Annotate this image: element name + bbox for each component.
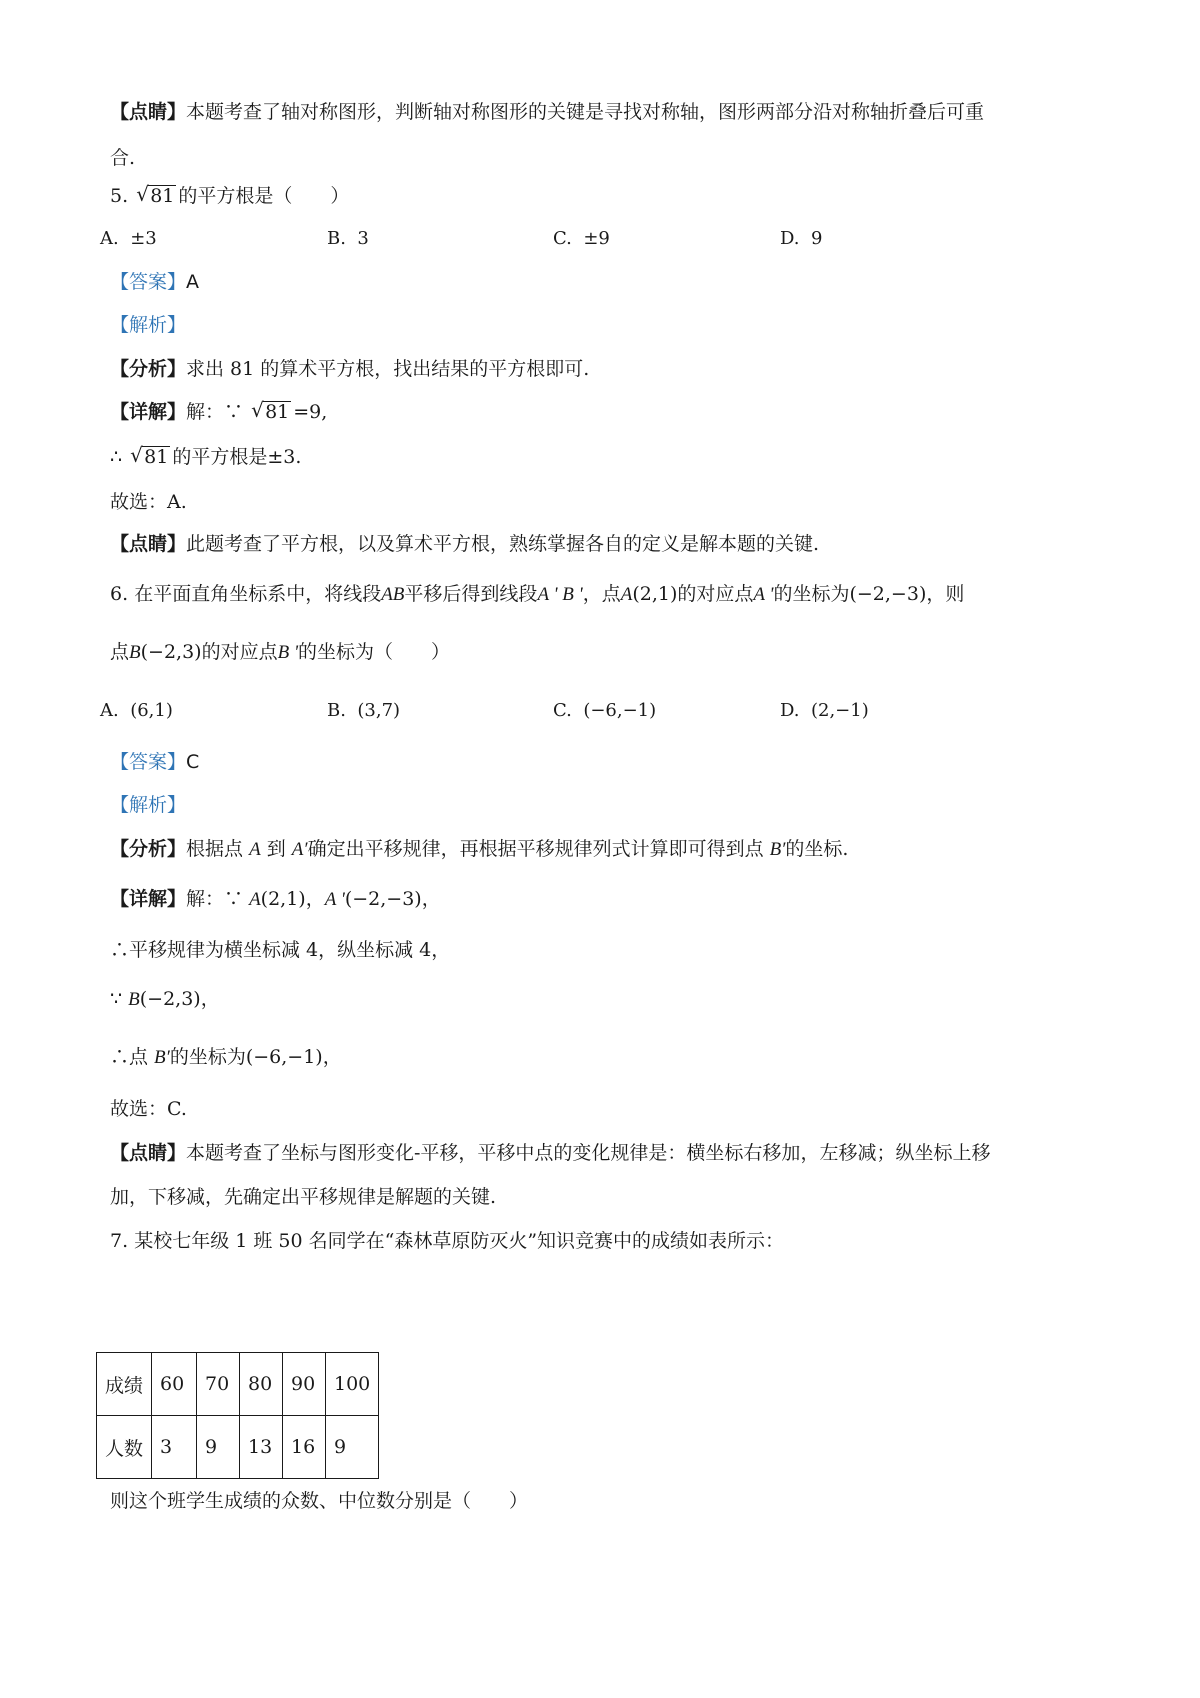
option-label: C. [553, 228, 572, 249]
table-cell: 13 [240, 1416, 283, 1479]
radicand: 81 [265, 401, 290, 423]
fenxi-text: 求出 81 的算术平方根，找出结果的平方根即可. [186, 358, 590, 380]
sqrt-symbol-icon: √ [251, 398, 264, 422]
dianjing-text: 本题考查了坐标与图形变化-平移，平移中点的变化规律是：横坐标右移加，左移减；纵坐标上移 [186, 1142, 991, 1164]
q6-dianjing [110, 1141, 990, 1165]
q6-xiangjie [110, 887, 441, 912]
q5-option-a [100, 227, 157, 251]
fenxi-tag: 【分析】 [110, 358, 187, 380]
math-B-coord: (−2,3) [140, 641, 202, 663]
q5-jiexi [110, 313, 186, 337]
fenxi-text: 到 [266, 838, 286, 860]
q5-fenxi [110, 357, 589, 381]
q6-option-c [553, 699, 656, 723]
option-label: B. [327, 228, 346, 249]
q4-dianjing-cont: 合. [110, 147, 136, 169]
xiangjie-suffix: =9, [293, 401, 328, 423]
math-AB: AB [381, 584, 405, 605]
math-Ap-coord: (−2,−3) [344, 888, 422, 910]
table-cell: 70 [197, 1353, 240, 1416]
q6-stem-line2 [110, 640, 450, 665]
stem-text: 的对应点 [201, 641, 278, 663]
punct: ， [200, 988, 220, 1010]
q6-option-a [100, 699, 173, 723]
sqrt-symbol-icon: √ [136, 182, 149, 206]
stem-text: ，则 [926, 583, 965, 605]
sqrt-81 [251, 400, 291, 424]
math-B-coord: (−2,3) [139, 988, 201, 1010]
q5-option-b [327, 227, 369, 251]
therefore-prefix: ∴ [110, 446, 129, 468]
q5-number: 5. [110, 185, 129, 207]
q5-xiangjie [110, 400, 327, 424]
xiangjie-tag: 【详解】 [110, 888, 187, 910]
math-A: A [620, 584, 633, 605]
q6-number: 6. [110, 583, 129, 605]
option-label: C. [553, 700, 572, 721]
q6-option-d [780, 699, 869, 723]
option-text: 3 [357, 228, 369, 249]
math-Ap-coord: (−2,−3) [849, 583, 927, 605]
option-text: ±9 [583, 228, 610, 249]
xiangjie-tag: 【详解】 [110, 401, 187, 423]
q7-number: 7. [110, 1230, 129, 1252]
option-text: 9 [810, 228, 823, 249]
q4-dianjing-text: 本题考查了轴对称图形，判断轴对称图形的关键是寻找对称轴，图形两部分沿对称轴折叠后可重 [186, 101, 985, 123]
xiangjie-prefix: 解：∵ [186, 888, 250, 910]
table-cell: 16 [283, 1416, 326, 1479]
table-row [97, 1416, 379, 1479]
table-cell: 成绩 [97, 1353, 152, 1416]
q5-option-c [553, 227, 610, 251]
math-Bp: B′ [769, 839, 786, 860]
option-text: (−6,−1) [583, 700, 657, 721]
q5-radicand: 81 [150, 185, 175, 207]
score-table [96, 1352, 379, 1479]
option-text: (2,−1) [810, 700, 869, 721]
math-result-coord: (−6,−1) [245, 1046, 323, 1068]
punct: ， [305, 888, 325, 910]
fenxi-text: 根据点 [186, 838, 244, 860]
therefore-prefix: ∴点 [110, 1046, 155, 1068]
q6-answer [110, 750, 199, 774]
q6-fenxi [110, 837, 848, 862]
q6-result [110, 1045, 342, 1070]
math-Ap: A ' [324, 889, 345, 910]
table-row [97, 1353, 379, 1416]
stem-text: 的坐标为 [773, 583, 850, 605]
math-A-coord: (2,1) [260, 888, 306, 910]
table-cell: 80 [240, 1353, 283, 1416]
q5-answer [110, 270, 199, 294]
math-Ap: A ' [753, 584, 774, 605]
option-label: A. [100, 700, 119, 721]
q6-guxuan: 故选：C. [110, 1098, 187, 1120]
sqrt-81 [136, 184, 176, 208]
jiexi-tag: 【解析】 [110, 314, 187, 336]
q6-dianjing-cont: 加，下移减，先确定出平移规律是解题的关键. [110, 1186, 497, 1208]
xiangjie-prefix: 解：∵ [186, 401, 250, 423]
option-text: ±3 [130, 228, 157, 249]
math-ApBp: A ' B ' [537, 584, 583, 605]
q6-rule: ∴平移规律为横坐标减 4，纵坐标减 4， [110, 939, 451, 961]
q6-since [110, 987, 220, 1012]
q5-stem-text: 的平方根是（ ） [178, 185, 350, 207]
q6-stem-line1 [110, 582, 964, 607]
option-text: (6,1) [130, 700, 173, 721]
option-label: D. [780, 700, 800, 721]
sqrt-symbol-icon: √ [130, 443, 143, 467]
dianjing-tag: 【点睛】 [110, 1142, 187, 1164]
stem-text: 的对应点 [677, 583, 754, 605]
q5-option-d [780, 227, 822, 251]
math-Ap: A′ [291, 839, 308, 860]
option-text: (3,7) [357, 700, 401, 721]
punct: ， [421, 888, 441, 910]
q4-dianjing-tag: 【点睛】 [110, 101, 187, 123]
since-prefix: ∵ [110, 988, 129, 1010]
math-B: B [128, 989, 140, 1010]
q6-jiexi [110, 793, 186, 817]
fenxi-tag: 【分析】 [110, 838, 187, 860]
sqrt-81 [130, 445, 170, 469]
math-Bp: B′ [154, 1047, 170, 1068]
stem-text: 在平面直角坐标系中，将线段 [134, 583, 382, 605]
table-cell: 人数 [97, 1416, 152, 1479]
q5-stem [110, 184, 349, 208]
result-text: 的坐标为 [169, 1046, 246, 1068]
stem-text: 平移后得到线段 [404, 583, 538, 605]
q6-option-b [327, 699, 400, 723]
answer-value: A [186, 271, 200, 293]
q7-question: 则这个班学生成绩的众数、中位数分别是（ ） [110, 1490, 529, 1512]
q7-stem [110, 1229, 784, 1253]
math-A: A [249, 839, 261, 860]
math-A-coord: (2,1) [632, 583, 678, 605]
table-cell: 3 [152, 1416, 197, 1479]
radicand: 81 [144, 446, 169, 468]
dianjing-tag: 【点睛】 [110, 533, 187, 555]
fenxi-text: 的坐标. [785, 838, 849, 860]
stem-text: ，点 [582, 583, 621, 605]
math-A: A [249, 889, 261, 910]
q4-dianjing-line [110, 100, 984, 124]
math-B: B [129, 642, 141, 663]
q5-dianjing [110, 532, 819, 556]
fenxi-text: 确定出平移规律，再根据平移规律列式计算即可得到点 [307, 838, 764, 860]
q7-stem-text: 某校七年级 1 班 50 名同学在“森林草原防灭火”知识竞赛中的成绩如表所示： [134, 1230, 785, 1252]
table-cell: 60 [152, 1353, 197, 1416]
option-label: B. [327, 700, 346, 721]
q5-guxuan: 故选：A. [110, 491, 187, 513]
table-cell: 90 [283, 1353, 326, 1416]
answer-tag: 【答案】 [110, 271, 187, 293]
table-cell: 9 [326, 1416, 379, 1479]
option-label: A. [100, 228, 119, 249]
math-Bp: B ' [277, 642, 299, 663]
q5-therefore [110, 445, 301, 469]
punct: ， [322, 1046, 342, 1068]
table-cell: 9 [197, 1416, 240, 1479]
therefore-suffix: 的平方根是±3. [172, 446, 302, 468]
answer-value: C [186, 751, 200, 773]
table-cell: 100 [326, 1353, 379, 1416]
jiexi-tag: 【解析】 [110, 794, 187, 816]
option-label: D. [780, 228, 800, 249]
stem-text: 点 [110, 641, 130, 663]
stem-text: 的坐标为（ ） [298, 641, 451, 663]
answer-tag: 【答案】 [110, 751, 187, 773]
dianjing-text: 此题考查了平方根，以及算术平方根，熟练掌握各自的定义是解本题的关键. [186, 533, 820, 555]
